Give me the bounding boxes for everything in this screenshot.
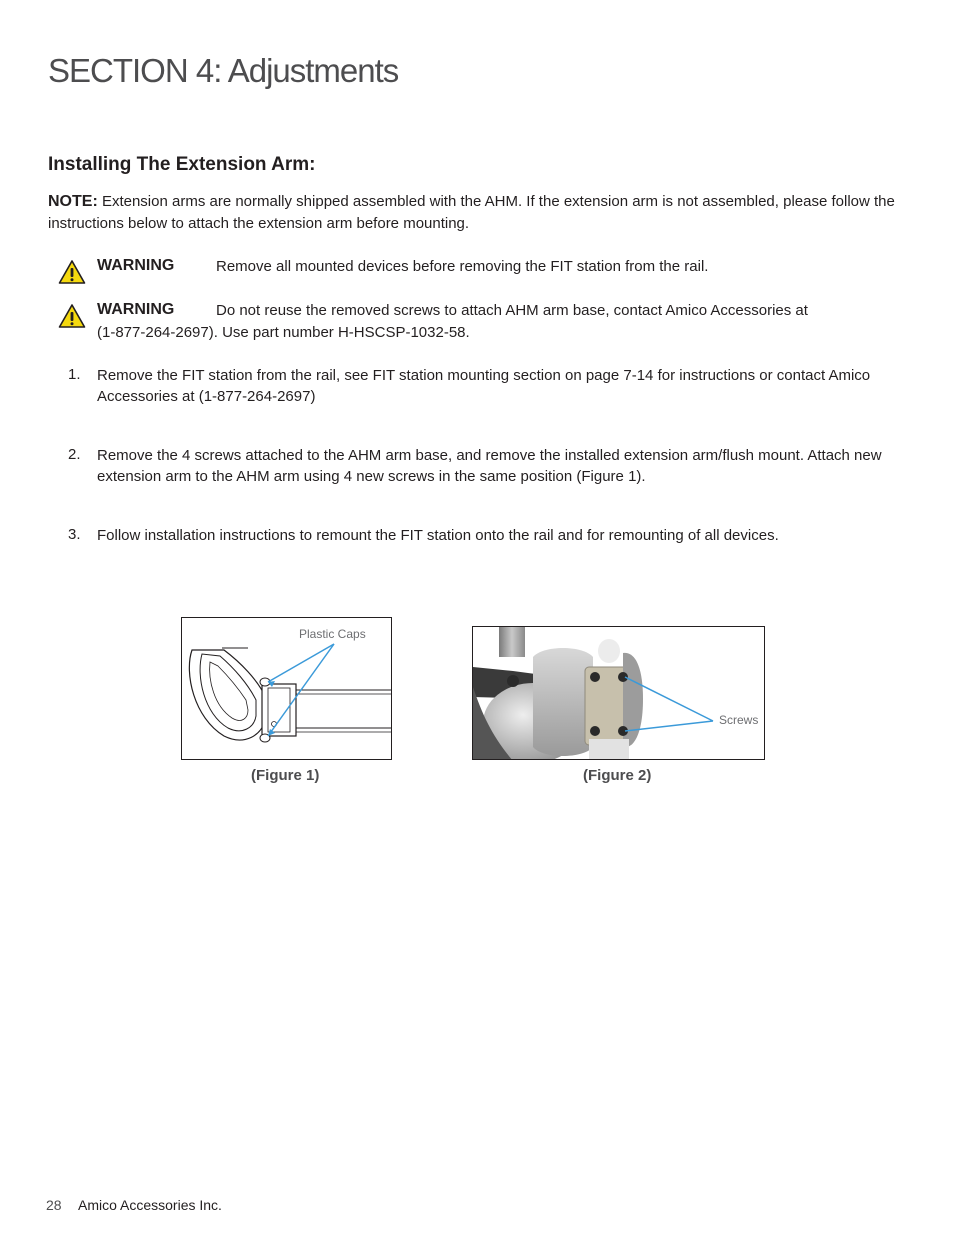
warning-label: WARNING <box>97 301 175 318</box>
step-number: 3. <box>68 526 81 543</box>
figure-2-caption: (Figure 2) <box>583 767 652 784</box>
note-paragraph <box>48 191 908 235</box>
step-text: Follow installation instructions to remount the FIT station onto the rail and for remounting of all devices. <box>97 527 779 544</box>
warning-label: WARNING <box>97 257 175 274</box>
ahm-arm-photo <box>473 627 765 760</box>
footer-company: Amico Accessories Inc. <box>78 1197 222 1213</box>
warning-text-line1: Do not reuse the removed screws to attach AHM arm base, contact Amico Accessories at <box>216 302 808 319</box>
subheading: Installing The Extension Arm: <box>48 154 316 175</box>
step-number: 1. <box>68 366 81 383</box>
step-text: Remove the 4 screws attached to the AHM arm base, and remove the installed extension arm/flush mount. Attach new extension arm to the AHM arm using 4 new screws in the same position (Figure 1). <box>97 447 882 485</box>
step-text: Remove the FIT station from the rail, see FIT station mounting section on page 7-14 for instructions or contact Amico Accessories at (1-877-264-2697) <box>97 367 871 405</box>
note-label: NOTE: <box>48 193 98 210</box>
step-number: 2. <box>68 446 81 463</box>
warning-text-line2: (1-877-264-2697). Use part number H-HSCSP-1032-58. <box>97 324 470 341</box>
callout-screws: Screws <box>719 713 759 727</box>
warning-triangle-icon <box>58 303 86 329</box>
figure-1-image <box>181 617 392 760</box>
warning-triangle-icon <box>58 259 86 285</box>
callout-plastic-caps: Plastic Caps <box>299 627 366 641</box>
note-text: Extension arms are normally shipped assembled with the AHM. If the extension arm is not assembled, please follow the instructions below to attach the extension arm before mounting. <box>48 193 895 232</box>
warning-text: Remove all mounted devices before removing the FIT station from the rail. <box>216 258 709 275</box>
figure-2-image <box>472 626 765 760</box>
section-title: SECTION 4: Adjustments <box>48 52 399 89</box>
page-number: 28 <box>46 1197 62 1213</box>
figure-1-caption: (Figure 1) <box>251 767 320 784</box>
